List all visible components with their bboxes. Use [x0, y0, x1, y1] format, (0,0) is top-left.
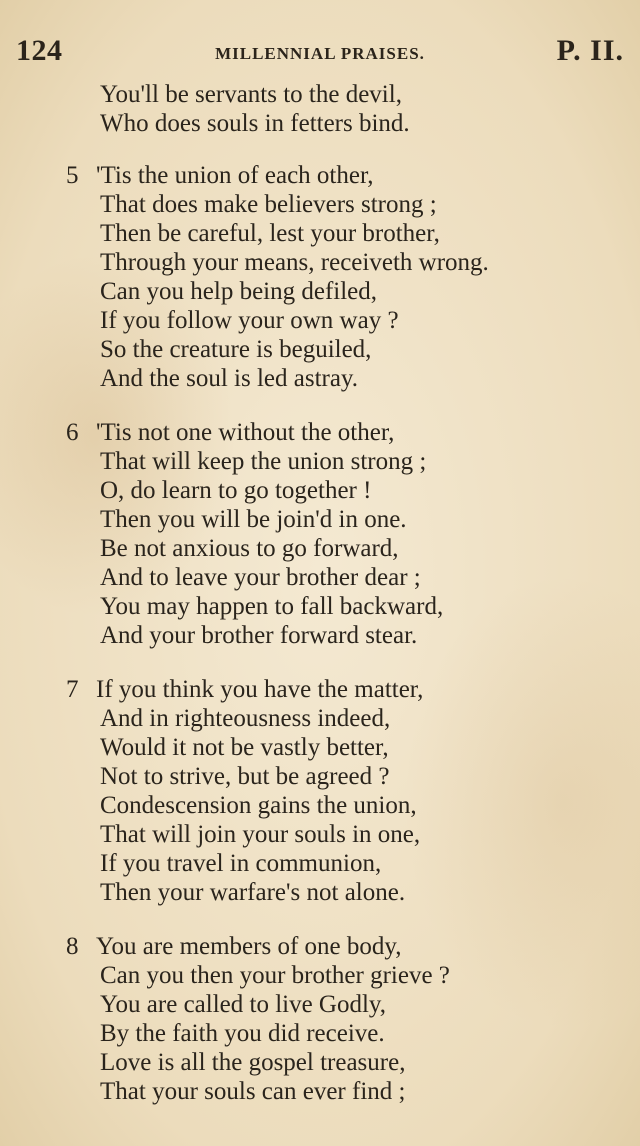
verse-line: Be not anxious to go forward, — [100, 535, 399, 562]
verse-line: And in righteousness indeed, — [100, 705, 391, 732]
verse-line: And the soul is led astray. — [100, 365, 359, 392]
verse-line: Not to strive, but be agreed ? — [100, 763, 390, 790]
verse-line: You may happen to fall backward, — [100, 593, 444, 620]
verse-line: That your souls can ever find ; — [100, 1078, 406, 1105]
verse-line: Who does souls in fetters bind. — [100, 110, 410, 137]
verse-line: 'Tis the union of each other, — [96, 162, 374, 189]
verse-line: 'Tis not one without the other, — [96, 419, 395, 446]
verse-line: Love is all the gospel treasure, — [100, 1049, 406, 1076]
running-title: MILLENNIAL PRAISES. — [215, 44, 425, 63]
stanza-7 — [0, 675, 640, 907]
verse-number: 7 — [66, 676, 79, 703]
verse-line: So the creature is beguiled, — [100, 336, 372, 363]
verse-line: If you travel in communion, — [100, 850, 382, 877]
stanza-5 — [0, 161, 640, 393]
verse-line: That will keep the union strong ; — [100, 448, 427, 475]
part-label: P. II. — [556, 34, 624, 67]
verse-number: 8 — [66, 933, 79, 960]
verse-line: That does make believers strong ; — [100, 191, 437, 218]
page-header — [0, 34, 640, 74]
verse-line: You are called to live Godly, — [100, 991, 387, 1018]
verse-line: You are members of one body, — [96, 933, 402, 960]
continuation-stanza — [0, 80, 640, 138]
verse-line: Through your means, receiveth wrong. — [100, 249, 489, 276]
verse-line: Then your warfare's not alone. — [100, 879, 406, 906]
verse-number: 6 — [66, 419, 79, 446]
verse-line: By the faith you did receive. — [100, 1020, 385, 1047]
verse-line: If you follow your own way ? — [100, 307, 399, 334]
verse-line: Condescension gains the union, — [100, 792, 417, 819]
verse-line: Can you help being defiled, — [100, 278, 378, 305]
verse-line: O, do learn to go together ! — [100, 477, 372, 504]
verse-line: And to leave your brother dear ; — [100, 564, 421, 591]
page-number: 124 — [16, 34, 63, 67]
verse-line: If you think you have the matter, — [96, 676, 424, 703]
verse-number: 5 — [66, 162, 79, 189]
stanza-6 — [0, 418, 640, 650]
verse-line: Then be careful, lest your brother, — [100, 220, 440, 247]
verse-line: Then you will be join'd in one. — [100, 506, 407, 533]
verse-line: You'll be servants to the devil, — [100, 81, 402, 108]
verse-line: Can you then your brother grieve ? — [100, 962, 450, 989]
verse-line: And your brother forward stear. — [100, 622, 418, 649]
verse-line: That will join your souls in one, — [100, 821, 421, 848]
stanza-8 — [0, 932, 640, 1106]
verse-line: Would it not be vastly better, — [100, 734, 389, 761]
hymn-text — [0, 80, 640, 1131]
